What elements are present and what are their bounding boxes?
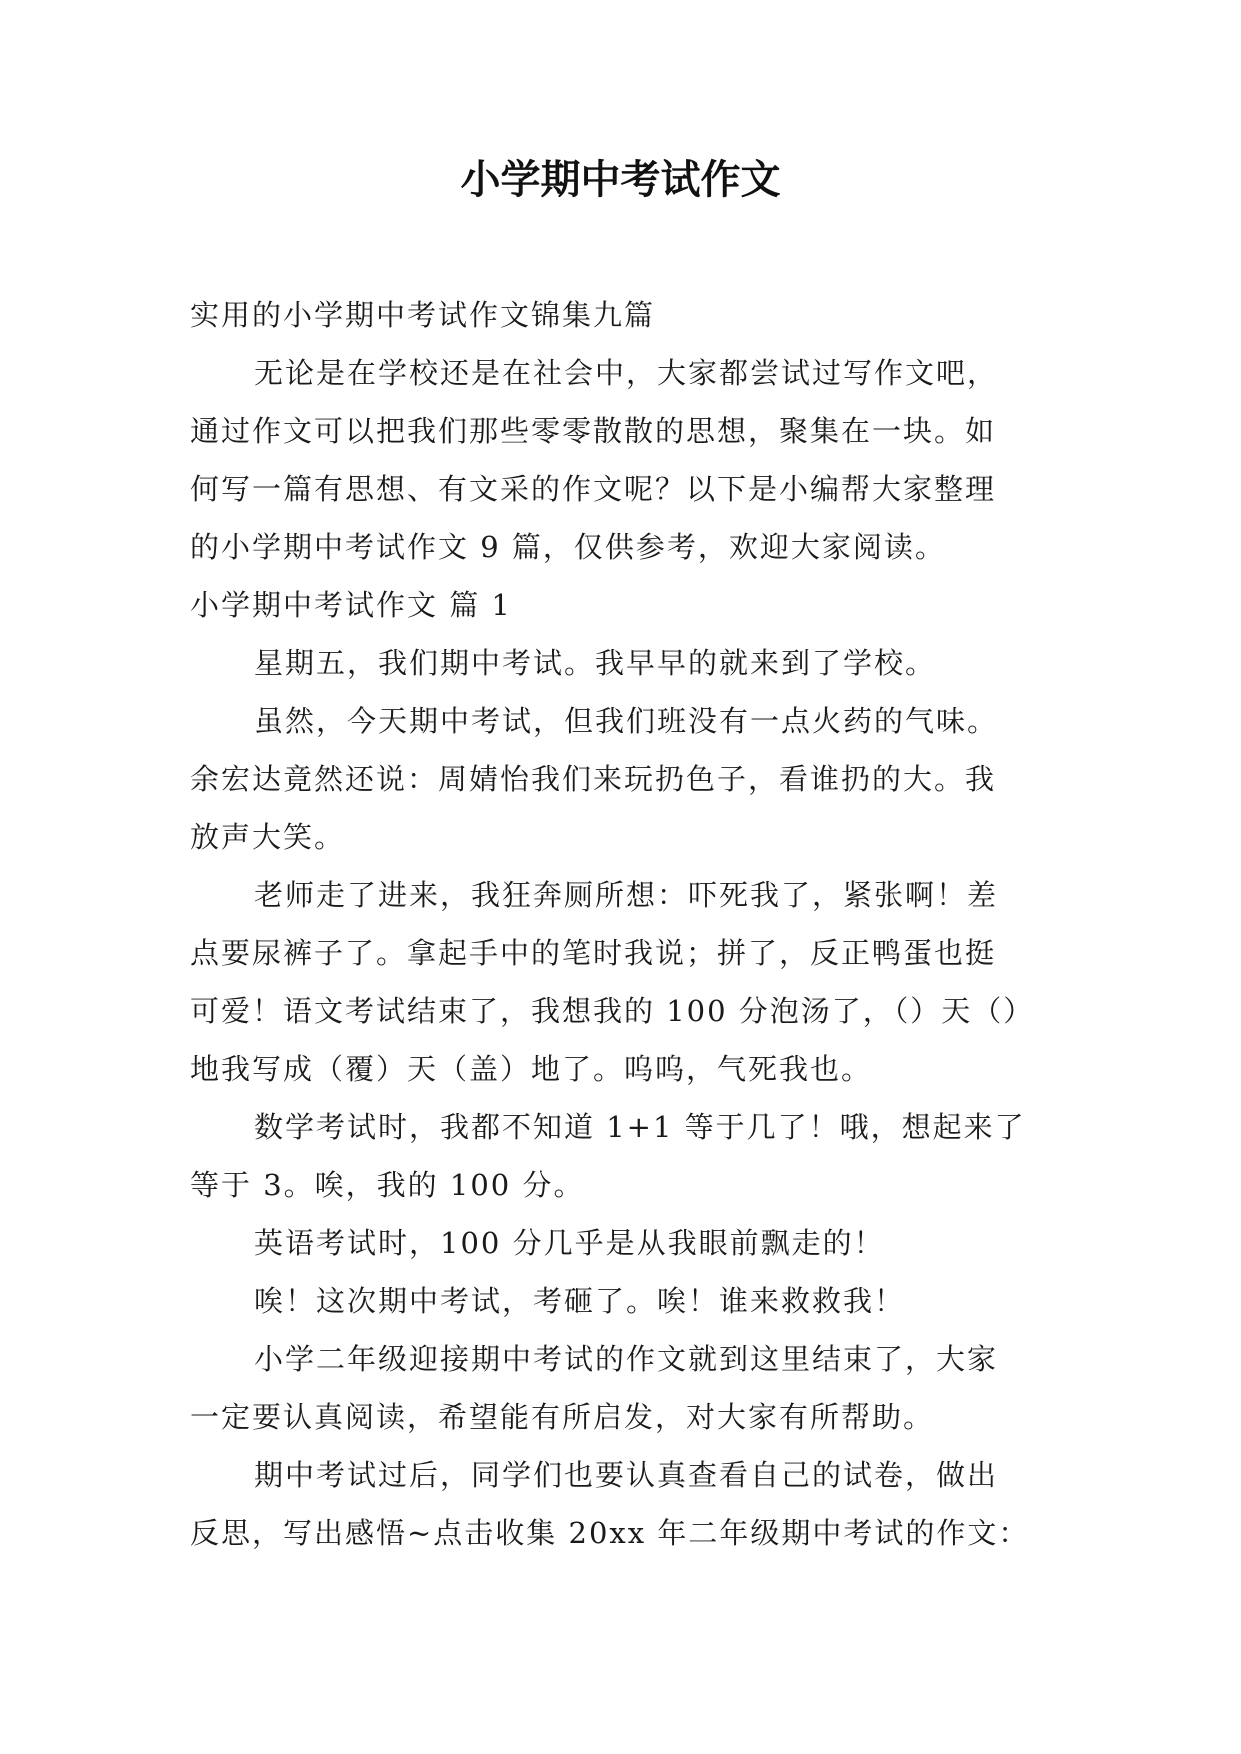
section-heading: 小学期中考试作文 篇 1 — [190, 588, 512, 622]
paragraph-line: 一定要认真阅读，希望能有所启发，对大家有所帮助。 — [190, 1400, 935, 1434]
document-body — [190, 286, 1050, 1562]
paragraph-line: 反思，写出感悟~点击收集 20xx 年二年级期中考试的作文： — [190, 1516, 1030, 1550]
paragraph-line: 数学考试时，我都不知道 1+1 等于几了！哦，想起来了 — [254, 1110, 1026, 1144]
paragraph-line: 通过作文可以把我们那些零零散散的思想，聚集在一块。如 — [190, 414, 997, 448]
paragraph-line: 期中考试过后，同学们也要认真查看自己的试卷，做出 — [254, 1458, 999, 1492]
paragraph-line: 唉！这次期中考试，考砸了。唉！谁来救救我！ — [254, 1284, 906, 1318]
paragraph-line: 地我写成（覆）天（盖）地了。呜呜，气死我也。 — [190, 1052, 873, 1086]
paragraph-line: 英语考试时，100 分几乎是从我眼前飘走的！ — [254, 1226, 885, 1260]
paragraph-line: 可爱！语文考试结束了，我想我的 100 分泡汤了，（）天（） — [190, 994, 1035, 1028]
paragraph-line: 虽然，今天期中考试，但我们班没有一点火药的气味。 — [254, 704, 999, 738]
paragraph-line: 余宏达竟然还说：周婧怡我们来玩扔色子，看谁扔的大。我 — [190, 762, 997, 796]
paragraph-line: 星期五，我们期中考试。我早早的就来到了学校。 — [254, 646, 937, 680]
paragraph-line: 放声大笑。 — [190, 820, 346, 854]
subtitle-line: 实用的小学期中考试作文锦集九篇 — [190, 298, 656, 332]
paragraph-line: 的小学期中考试作文 9 篇，仅供参考，欢迎大家阅读。 — [190, 530, 946, 564]
paragraph-line: 何写一篇有思想、有文采的作文呢？以下是小编帮大家整理 — [190, 472, 997, 506]
paragraph-line: 等于 3。唉，我的 100 分。 — [190, 1168, 585, 1202]
document-title: 小学期中考试作文 — [460, 157, 781, 203]
paragraph-line: 小学二年级迎接期中考试的作文就到这里结束了，大家 — [254, 1342, 999, 1376]
paragraph-line: 无论是在学校还是在社会中，大家都尝试过写作文吧， — [254, 356, 999, 390]
paragraph-line: 老师走了进来，我狂奔厕所想：吓死我了，紧张啊！差 — [254, 878, 999, 912]
paragraph-line: 点要尿裤子了。拿起手中的笔时我说；拼了，反正鸭蛋也挺 — [190, 936, 997, 970]
